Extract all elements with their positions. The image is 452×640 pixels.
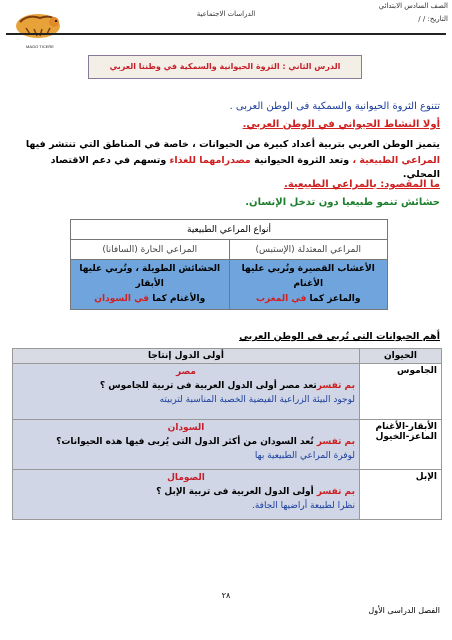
animals-table [12,348,442,520]
animal-name: الأبقار-الأغنام [375,422,437,432]
logo-text: MAGO TICERE [26,44,54,49]
definition-question: ما المقصود: بالمراعي الطبيعية. [284,179,440,190]
hot-text2-a: والأغنام كما [149,294,206,304]
grade-label: الصف السادس الابتدائي [378,2,448,10]
country-column-header: أولى الدول إنتاجا [13,349,360,364]
pasture-table-title: أنواع المراعي الطبيعية [71,220,388,240]
question-prefix: بم تفسر [316,487,355,497]
country-cell [13,364,360,420]
food-source-term: مصدرامهما للغذاء [169,155,251,166]
country-name: مصر [175,367,197,377]
animal-column-header: الحيوان [360,349,442,364]
temperate-pasture-cell [229,260,388,310]
question-text: أولى الدول العربية فى تربية الإبل ؟ [156,487,317,497]
temperate-pasture-header: المراعي المعتدلة (الإستبس) [229,240,388,260]
question-text: تُعد السودان من أكثر الدول التى يُربى فيها هذه الحيوانات؟ [56,437,317,447]
table-row [13,470,442,520]
animal-name: الجاموس [397,366,437,376]
question-prefix: بم تفسر [316,381,355,391]
section1-paragraph-line1: يتميز الوطن العربي بتربية أعداد كبيرة من الحيوانات ، خاصة في المناطق التي تنتشر فيها [25,139,440,150]
question-text: تعد مصر أولى الدول العربية فى تربية للجاموس ؟ [99,381,317,391]
temperate-text-line2 [234,292,384,307]
country-name: الصومال [167,473,205,483]
animal-name: الإبل [415,472,437,482]
hot-pasture-cell [71,260,230,310]
animals-heading: أهم الحيوانات التي تُربي في الوطن العربي [239,331,440,342]
lesson-title: الدرس الثاني : الثروة الحيوانية والسمكية في وطننا العربي [88,55,362,79]
animal-cell [360,364,442,420]
hot-text-line1: الحشائش الطويلة ، وتُربي عليها الأبقار [79,264,221,289]
hot-pasture-header: المراعي الحارة (السافانا) [71,240,230,260]
answer-text: نظرا لطبيعة أراضيها الجافة. [251,501,355,511]
animal-cell [360,470,442,520]
tiger-logo-icon [10,4,66,44]
country-cell [13,470,360,520]
temperate-text2-a: والماعز كما [306,294,361,304]
temperate-text-line1: الأعشاب القصيرة وتُربي عليها الأغنام [241,264,375,289]
answer-text: لوجود البيئة الزراعية الفيضية الخصبة المناسبة لتربيته [159,395,355,405]
page-number: ٢٨ [221,591,231,600]
section1-heading: أولا النشاط الحيواني في الوطن العربي. [242,119,440,130]
question-line [17,435,355,449]
p2-text-d: وتسهم في دعم الاقتصاد المحلي. [50,155,440,180]
animal-cell [360,420,442,470]
question-prefix: بم تفسر [316,437,355,447]
sudan-label: في السودان [94,294,150,304]
table-row [13,364,442,420]
answer-text: لوفرة المراعي الطبيعية بها [254,451,355,461]
subject-label: الدراسات الاجتماعية [196,10,256,18]
p2-text-b: وتعد الثروة الحيوانية [250,155,353,166]
morocco-label: في المغرب [256,294,307,304]
question-line [17,485,355,499]
hot-text-line2 [75,292,225,307]
definition-answer: حشائش تنمو طبيعيا دون تدخل الإنسان. [245,197,440,208]
animal-name-2: الماعز-الخيول [375,432,437,442]
natural-pastures-term: المراعي الطبيعية ، [352,155,440,166]
country-cell [13,420,360,470]
date-label: التاريخ: / / [418,15,448,23]
table-row [13,420,442,470]
school-logo [10,4,66,48]
intro-line: تتنوع الثروة الحيوانية والسمكية فى الوطن العربى . [229,101,440,112]
country-name: السودان [167,423,205,433]
question-line [17,379,355,393]
pasture-types-table [70,219,388,310]
term-label: الفصل الدراسى الأول [368,606,440,615]
header-divider [6,33,446,35]
